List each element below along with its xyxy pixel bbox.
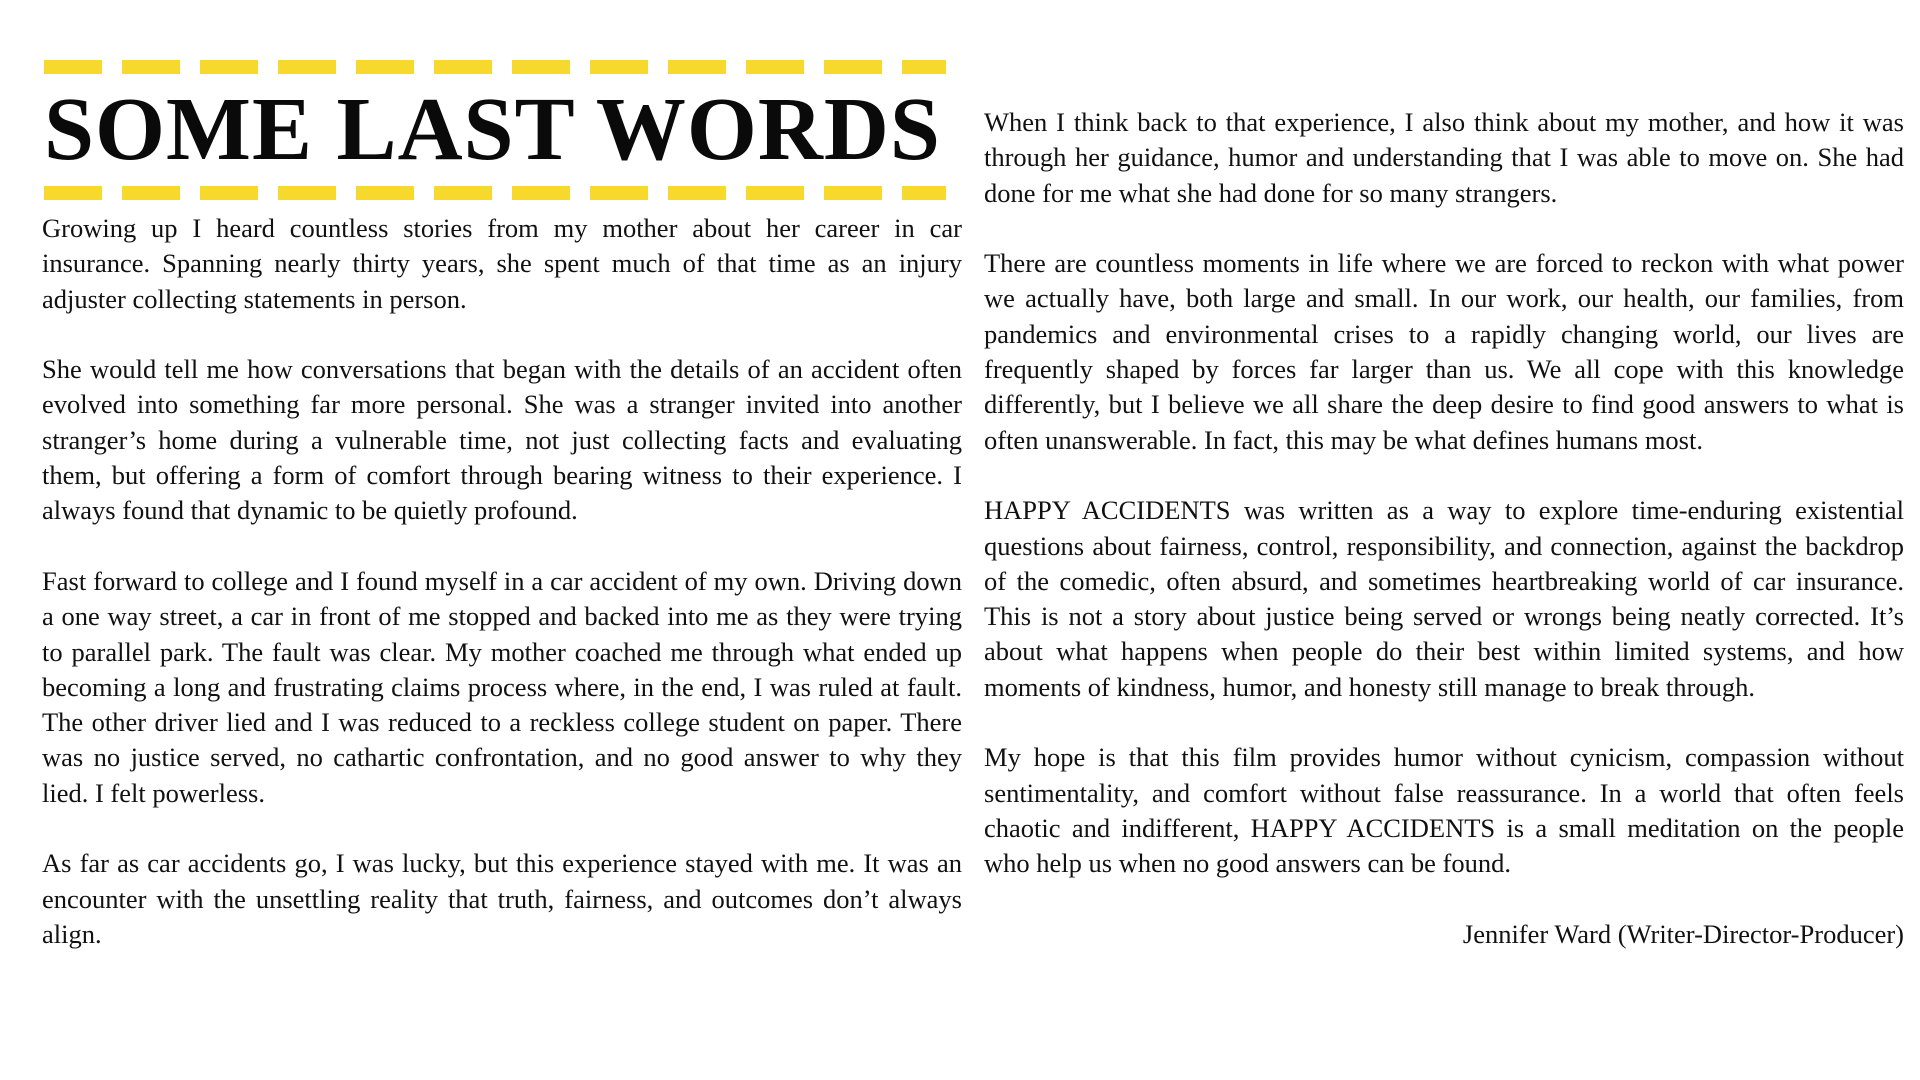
paragraph: Fast forward to college and I found myself in a car accident of my own. Driving down a one way street, a car in front of me stopped and backed into me as they were trying to parallel park. The fault was clear. My mother coached me through what ended up becoming a long and frustrating claims process where, in the end, I was ruled at fault. The other driver lied and I was reduced to a reckless college student on paper. There was no justice served, no cathartic confrontation, and no good answer to why they lied. I felt powerless.: [42, 565, 962, 808]
paragraph: HAPPY ACCIDENTS was written as a way to explore time-enduring existential questions about fairness, control, responsibility, and connection, against the backdrop of the comedic, often absurd, and sometimes heartbreaking world of car insurance. This is not a story about justice being served or wrongs being neatly corrected. It’s about what happens when people do their best within limited systems, and how moments of kindness, humor, and honesty still manage to break through.: [984, 495, 1904, 702]
title-block: [44, 60, 946, 200]
paragraph: When I think back to that experience, I also think about my mother, and how it was through her guidance, humor and understanding that I was able to move on. She had done for me what she had done for so many strangers.: [984, 107, 1904, 208]
paragraph: Growing up I heard countless stories from my mother about her career in car insurance. Spanning nearly thirty years, she spent much of that time as an injury adjuster collecting statements in person.: [42, 213, 962, 314]
author-signature: Jennifer Ward (Writer-Director-Producer): [1462, 918, 1904, 949]
bottom-dash-divider: [44, 186, 946, 200]
left-column: [42, 211, 962, 988]
paragraph: As far as car accidents go, I was lucky, but this experience stayed with me. It was an encounter with the unsettling reality that truth, fairness, and outcomes don’t always align.: [42, 848, 962, 949]
paragraph: There are countless moments in life where we are forced to reckon with what power we actually have, both large and small. In our work, our health, our families, from pandemics and environmental crises to a rapidly changing world, our lives are frequently shaped by forces far larger than us. We all cope with this knowledge differently, but I believe we all share the deep desire to find good answers to what is often unanswerable. In fact, this may be what defines humans most.: [984, 248, 1904, 455]
paragraph: My hope is that this film provides humor without cynicism, compassion without sentimentality, and comfort without false reassurance. In a world that often feels chaotic and indifferent, HAPPY ACCIDENTS is a small meditation on the people who help us when no good answers can be found.: [984, 742, 1904, 879]
top-dash-divider: [44, 60, 946, 74]
right-column: [984, 105, 1904, 987]
page-title: SOME LAST WORDS: [44, 80, 941, 179]
paragraph: She would tell me how conversations that began with the details of an accident often evolved into something far more personal. She was a stranger invited into another stranger’s home during a vulnerable time, not just collecting facts and evaluating them, but offering a form of comfort through bearing witness to their experience. I always found that dynamic to be quietly profound.: [42, 354, 962, 526]
